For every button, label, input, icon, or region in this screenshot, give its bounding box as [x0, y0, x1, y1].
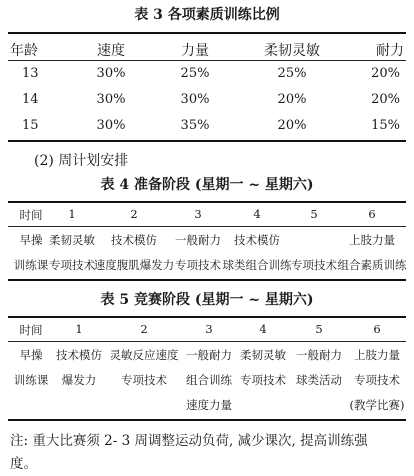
table3-header-speed: 速度 [97, 43, 125, 59]
table5-row2-day5: 球类活动 [296, 373, 342, 387]
table4-header-rule [8, 226, 406, 227]
table4-header-day6: 6 [368, 207, 376, 221]
table4-row1-day4: 技术模仿 [234, 233, 280, 247]
table3-header-rule [8, 60, 406, 61]
table3-row3-endurance: 15% [371, 118, 400, 133]
table3-row1-endurance: 20% [371, 66, 400, 81]
table3-row3-speed: 30% [96, 118, 126, 133]
table4-header-day3: 3 [194, 207, 202, 221]
table4-row2-day4: 球类组合训练 [222, 258, 292, 272]
table5-row1-day5: 一般耐力 [296, 348, 342, 362]
table4-row2-day5: 专项技术 [291, 258, 337, 272]
table3-header-agility: 柔韧灵敏 [264, 43, 320, 59]
table5-row1-day4: 柔韧灵敏 [240, 348, 286, 362]
table5-header-rule [8, 341, 406, 342]
table3-row3-age: 15 [22, 118, 39, 133]
table5-row1-day2: 灵敏反应速度 [109, 348, 179, 362]
table5-row2-label: 训练课 [13, 373, 49, 387]
table5-row2-day2: 专项技术 [121, 373, 167, 387]
table4-row2-day1: 专项技术 [49, 258, 95, 272]
table4-row1-day2: 技术模仿 [111, 233, 157, 247]
table5-row1-day3: 一般耐力 [186, 348, 232, 362]
table5-row3-day3: 速度力量 [186, 398, 232, 412]
table4-row1-day1: 柔韧灵敏 [49, 233, 95, 247]
table4-header-day5: 5 [310, 207, 318, 221]
table5-row2-day1: 爆发力 [61, 373, 97, 387]
table5-header-day6: 6 [373, 322, 381, 336]
table3-row2-strength: 30% [180, 92, 210, 107]
table3-row2-age: 14 [22, 92, 39, 107]
table3-row2-agility: 20% [277, 92, 307, 107]
table3-row3-strength: 35% [180, 118, 210, 133]
table5-row2-day4: 专项技术 [240, 373, 286, 387]
table4-caption: 表 4 准备阶段 (星期一 ~ 星期六) [100, 177, 314, 193]
table3-caption: 表 3 各项素质训练比例 [134, 7, 280, 23]
table4-row1-day6: 上肢力量 [349, 233, 395, 247]
table5-bottom-rule [8, 419, 406, 421]
table3-row1-age: 13 [22, 66, 39, 81]
table4-row2-day2: 速度腹肌爆发力 [93, 258, 175, 272]
table5-header-day3: 3 [205, 322, 213, 336]
table5-row2-day6: 专项技术 [354, 373, 400, 387]
table5-header-day5: 5 [315, 322, 323, 336]
table5-header-day1: 1 [75, 322, 83, 336]
table5-row3-day6: (教学比赛) [349, 398, 405, 412]
table5-header-day4: 4 [259, 322, 267, 336]
table3-row1-strength: 25% [180, 66, 210, 81]
table5-row1-day6: 上肢力量 [354, 348, 400, 362]
table4-row1-day3: 一般耐力 [175, 233, 221, 247]
table5-header-time: 时间 [19, 323, 43, 337]
table5-header-day2: 2 [140, 322, 148, 336]
table4-bottom-rule [8, 279, 406, 281]
table4-top-rule [8, 201, 406, 203]
table4-row2-day3: 专项技术 [175, 258, 221, 272]
table3-header-age: 年龄 [10, 43, 38, 59]
table4-header-day4: 4 [253, 207, 261, 221]
table3-header-strength: 力量 [181, 43, 209, 59]
table3-row2-endurance: 20% [371, 92, 400, 107]
table4-header-time: 时间 [19, 208, 43, 222]
table3-row2-speed: 30% [96, 92, 126, 107]
table5-caption: 表 5 竞赛阶段 (星期一 ~ 星期六) [100, 292, 314, 308]
note-line1: 注: 重大比赛须 2- 3 周调整运动负荷, 减少课次, 提高训练强 [10, 433, 368, 449]
table5-row1-day1: 技术模仿 [56, 348, 102, 362]
table5-top-rule [8, 316, 406, 318]
table3-row1-speed: 30% [96, 66, 126, 81]
table4-header-day2: 2 [130, 207, 138, 221]
table4-row2-day6: 组合素质训练 [337, 258, 407, 272]
table3-top-rule [8, 32, 406, 34]
section-heading: (2) 周计划安排 [34, 153, 129, 169]
table5-row1-label: 早操 [19, 348, 43, 362]
table5-row2-day3: 组合训练 [186, 373, 232, 387]
table4-header-day1: 1 [68, 207, 76, 221]
table4-row2-label: 训练课 [13, 258, 49, 272]
note-line2: 度。 [10, 456, 37, 472]
table3-header-endurance: 耐力 [376, 43, 404, 59]
table3-row3-agility: 20% [277, 118, 307, 133]
table4-row1-label: 早操 [19, 233, 43, 247]
table3-bottom-rule [8, 140, 406, 142]
table3-row1-agility: 25% [277, 66, 307, 81]
